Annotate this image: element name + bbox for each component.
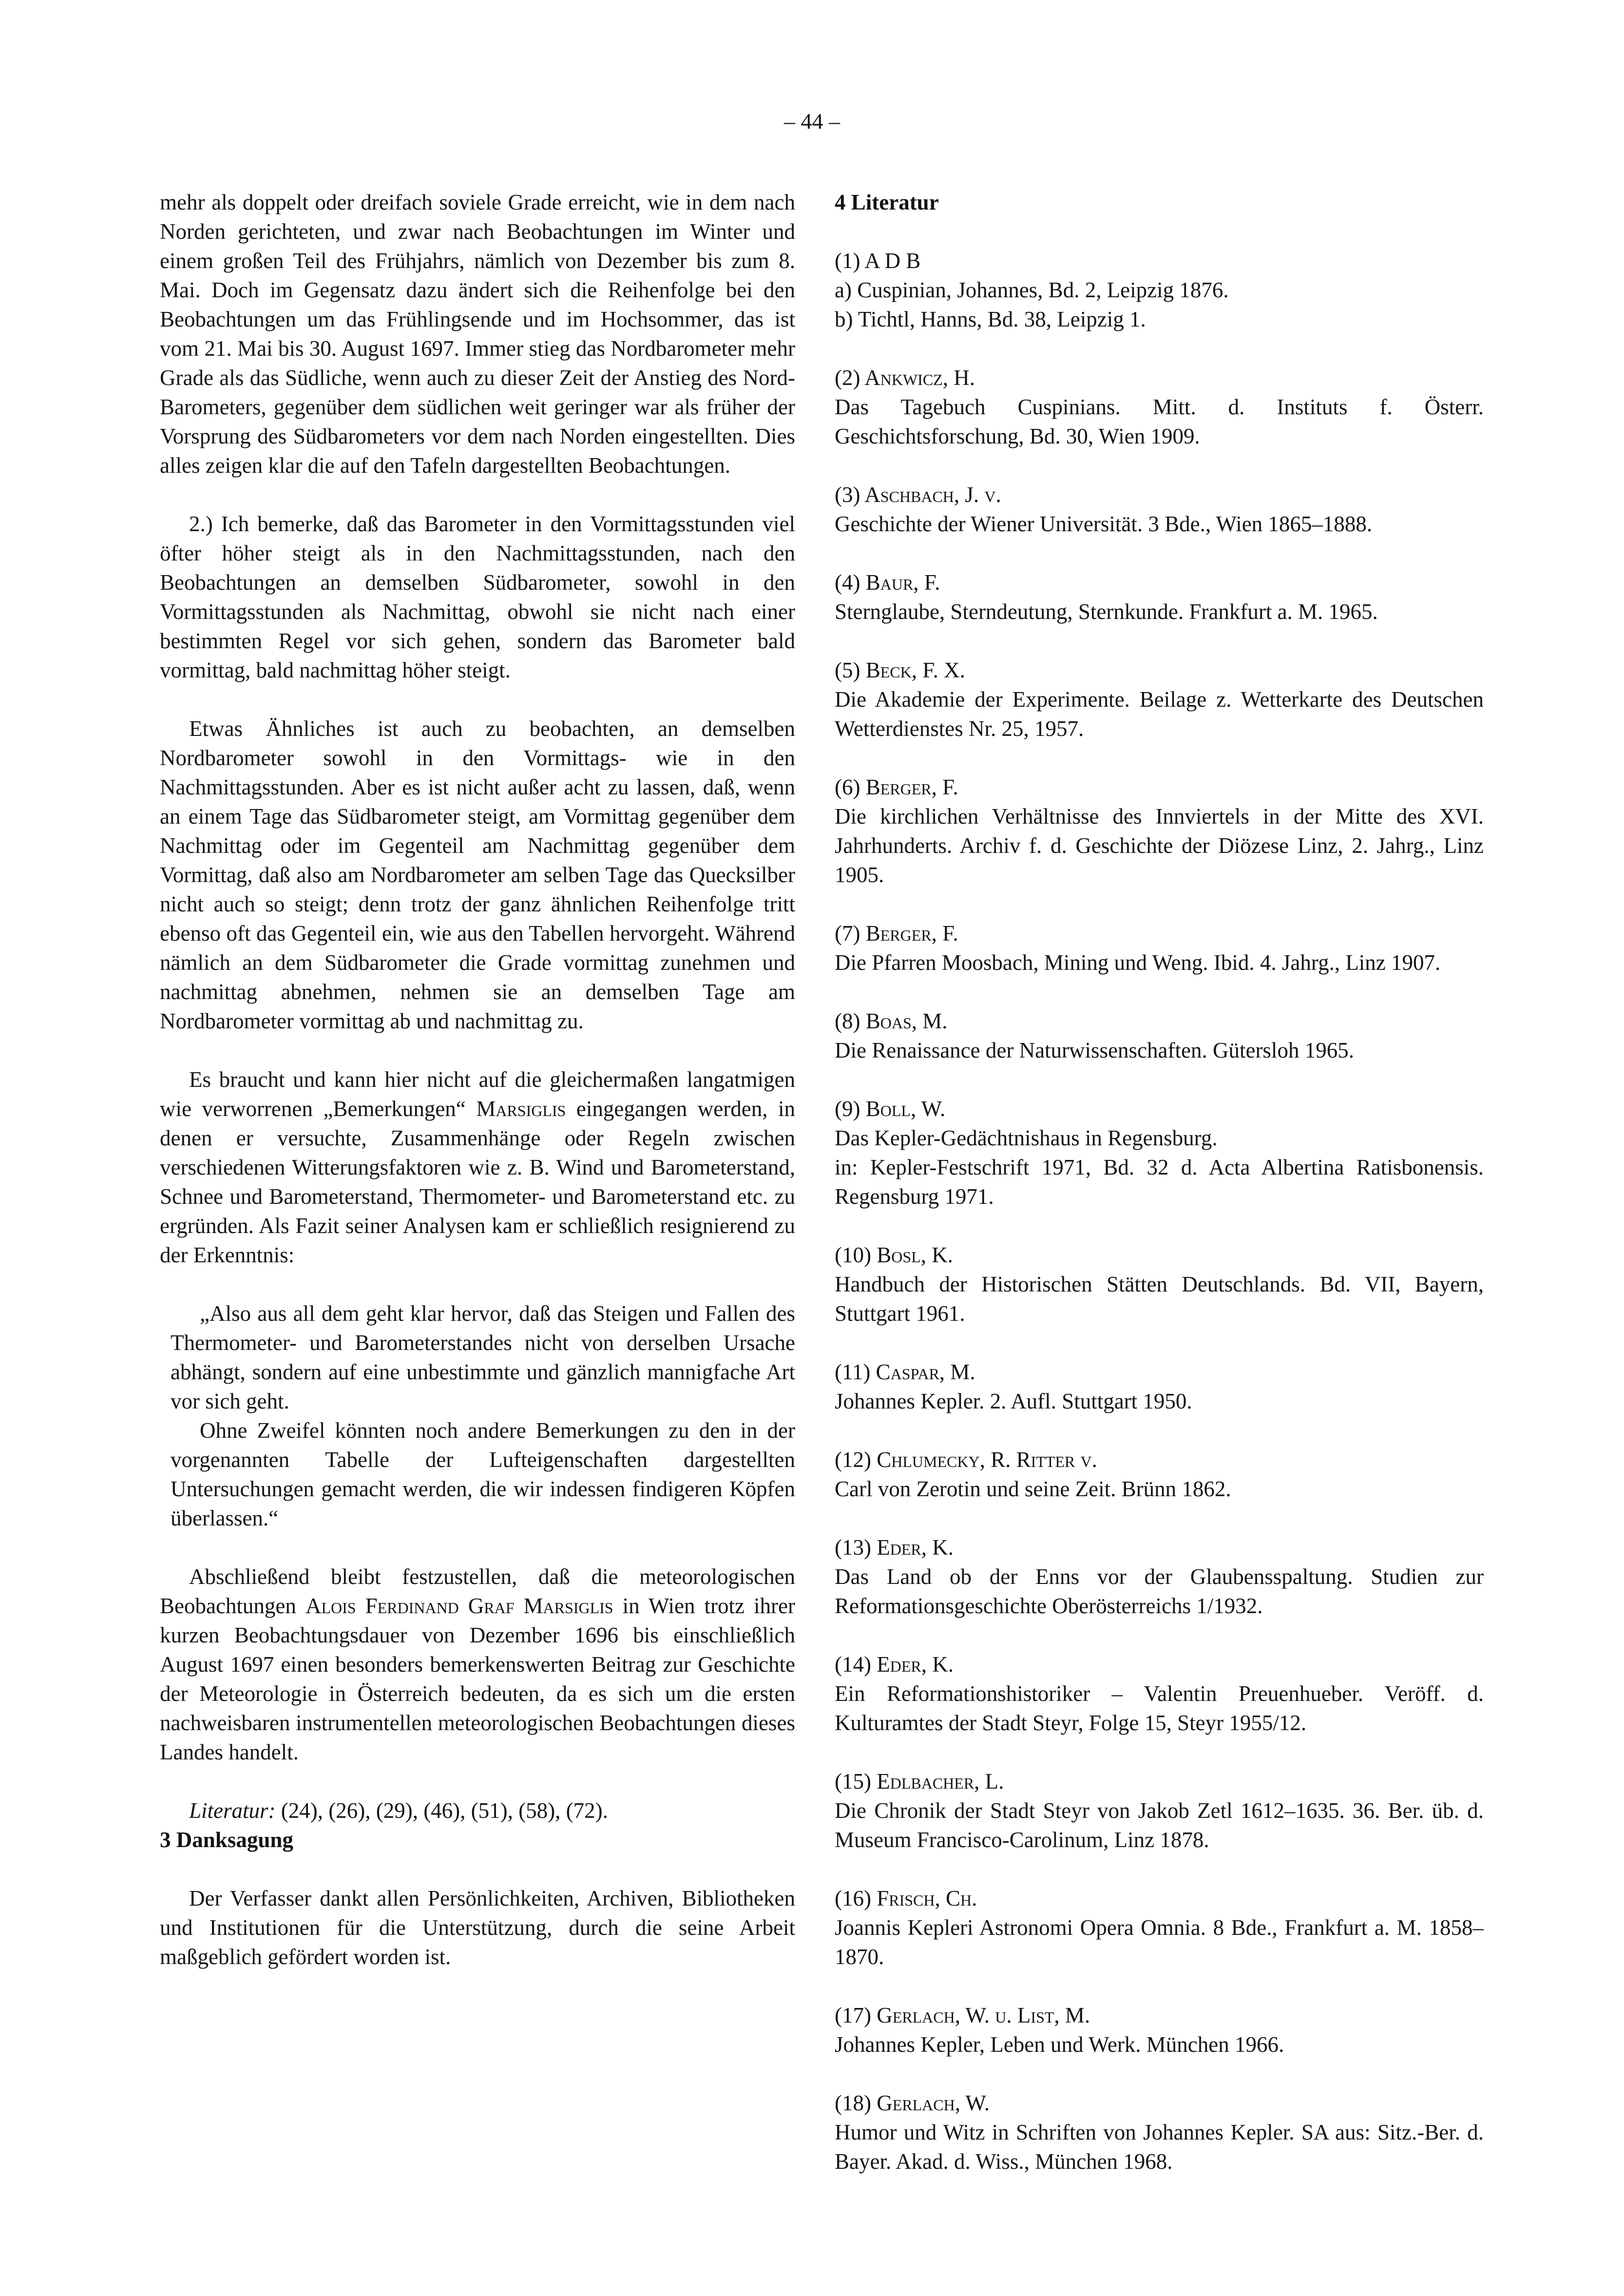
reference-item xyxy=(835,246,1484,334)
reference-detail: Humor und Witz in Schriften von Johannes Kepler. SA aus: Sitz.-Ber. d. Bayer. Akad. d. Wiss., München 1968. xyxy=(835,2120,1484,2174)
reference-detail: Johannes Kepler. 2. Aufl. Stuttgart 1950. xyxy=(835,1389,1192,1413)
reference-author: (1) A D B xyxy=(835,249,921,273)
literature-numbers: (24), (26), (29), (46), (51), (58), (72). xyxy=(275,1798,608,1823)
reference-item xyxy=(835,1006,1484,1065)
reference-detail: Johannes Kepler, Leben und Werk. München 1966. xyxy=(835,2032,1284,2057)
reference-item xyxy=(835,1240,1484,1328)
reference-author: (10) Bosl, K. xyxy=(835,1243,953,1267)
reference-item xyxy=(835,919,1484,977)
reference-detail: Das Kepler-Gedächtnishaus in Regensburg. xyxy=(835,1126,1218,1150)
reference-item xyxy=(835,1884,1484,1971)
reference-author: (4) Baur, F. xyxy=(835,570,940,595)
reference-item xyxy=(835,363,1484,451)
reference-detail: Joannis Kepleri Astronomi Opera Omnia. 8 Bde., Frankfurt a. M. 1858–1870. xyxy=(835,1915,1484,1969)
reference-detail: Die Pfarren Moosbach, Mining und Weng. Ibid. 4. Jahrg., Linz 1907. xyxy=(835,950,1441,975)
paragraph-4-text-a: Es braucht und kann hier nicht auf die gleichermaßen langatmigen wie verworrenen „Bemerkungen“ xyxy=(160,1067,795,1121)
reference-author: (8) Boas, M. xyxy=(835,1009,948,1033)
reference-detail: Die Akademie der Experimente. Beilage z. Wetterkarte des Deutschen Wetterdienstes Nr. 25, 1957. xyxy=(835,687,1484,741)
reference-author: (2) Ankwicz, H. xyxy=(835,366,975,390)
reference-author: (17) Gerlach, W. u. List, M. xyxy=(835,2003,1090,2027)
paragraph-4 xyxy=(160,1065,795,1270)
literature-label: Literatur: xyxy=(189,1798,276,1823)
reference-item xyxy=(835,772,1484,889)
literature-references xyxy=(160,1796,795,1825)
section-heading-literatur: 4 Literatur xyxy=(835,190,939,214)
reference-detail: Geschichte der Wiener Universität. 3 Bde., Wien 1865–1888. xyxy=(835,512,1373,536)
acknowledgement-text: Der Verfasser dankt allen Persönlichkeiten, Archiven, Bibliotheken und Institutionen für die Unterstützung, durch die seine Arbeit maßgeblich gefördert worden ist. xyxy=(160,1886,795,1969)
reference-detail: b) Tichtl, Hanns, Bd. 38, Leipzig 1. xyxy=(835,307,1146,331)
reference-item xyxy=(835,2088,1484,2176)
reference-item xyxy=(835,1094,1484,1211)
reference-list xyxy=(835,246,1484,2176)
page-number: – 44 – xyxy=(784,109,840,134)
paragraph-5-text-a: Abschließend bleibt festzustellen, daß die meteorologischen Beobachtungen xyxy=(160,1564,795,1618)
reference-detail: in: Kepler-Festschrift 1971, Bd. 32 d. Acta Albertina Ratisbonensis. Regensburg 1971. xyxy=(835,1155,1484,1209)
reference-author: (18) Gerlach, W. xyxy=(835,2091,990,2115)
reference-detail: Das Land ob der Enns vor der Glaubensspaltung. Studien zur Reformationsgeschichte Oberösterreichs 1/1932. xyxy=(835,1564,1484,1618)
reference-author: (15) Edlbacher, L. xyxy=(835,1769,1004,1794)
reference-author: (7) Berger, F. xyxy=(835,921,958,945)
reference-detail: Carl von Zerotin und seine Zeit. Brünn 1862. xyxy=(835,1477,1231,1501)
reference-author: (16) Frisch, Ch. xyxy=(835,1886,977,1910)
reference-detail: Die Renaissance der Naturwissenschaften. Gütersloh 1965. xyxy=(835,1038,1354,1062)
reference-detail: a) Cuspinian, Johannes, Bd. 2, Leipzig 1876. xyxy=(835,278,1229,302)
quote-part-1: „Also aus all dem geht klar hervor, daß das Steigen und Fallen des Thermometer- und Barometerstandes nicht von derselben Ursache abhängt, sondern auf eine unbestimmte und gänzlich mannigfache Art vor sich geht. xyxy=(171,1301,795,1413)
reference-author: (14) Eder, K. xyxy=(835,1652,954,1677)
section-heading-danksagung: 3 Danksagung xyxy=(160,1828,293,1852)
reference-item xyxy=(835,1533,1484,1621)
quote-part-2: Ohne Zweifel könnten noch andere Bemerkungen zu den in der vorgenannten Tabelle der Lufteigenschaften dargestellten Untersuchungen gemacht werden, die wir indessen findigeren Köpfen überlassen.“ xyxy=(171,1418,795,1530)
right-column xyxy=(835,188,1484,2205)
reference-item xyxy=(835,1357,1484,1416)
reference-author: (12) Chlumecky, R. Ritter v. xyxy=(835,1447,1097,1472)
paragraph-5-text-b: in Wien trotz ihrer kurzen Beobachtungsdauer von Dezember 1696 bis einschließlich August 1697 einen besonders bemerkenswerten Beitrag zur Geschichte der Meteorologie in Österreich bedeuten, da es sich um die ersten nachweisbaren instrumentellen meteorologischen Beobachtungen dieses Landes handelt. xyxy=(160,1594,795,1764)
reference-author: (11) Caspar, M. xyxy=(835,1360,975,1384)
reference-author: (9) Boll, W. xyxy=(835,1097,946,1121)
reference-detail: Handbuch der Historischen Stätten Deutschlands. Bd. VII, Bayern, Stuttgart 1961. xyxy=(835,1272,1484,1326)
paragraph-2: 2.) Ich bemerke, daß das Barometer in den Vormittagsstunden viel öfter höher steigt als in den Nachmittagsstunden, nach den Beobachtungen an demselben Südbarometer, sowohl in den Vormittagsstunden als Nachmittag, obwohl sie nicht nach einer bestimmten Regel vor sich gehen, sondern das Barometer bald vormittag, bald nachmittag höher steigt. xyxy=(160,512,795,682)
paragraph-4-text-b: eingegangen werden, in denen er versuchte, Zusammenhänge oder Regeln zwischen verschiedenen Witterungsfaktoren wie z. B. Wind und Barometerstand, Schnee und Barometerstand, Thermometer- und Barometerstand etc. zu ergründen. Als Fazit seiner Analysen kam er schließlich resignierend zu der Erkenntnis: xyxy=(160,1097,796,1267)
reference-item xyxy=(835,656,1484,743)
left-column xyxy=(160,188,795,1971)
reference-author: (6) Berger, F. xyxy=(835,775,958,799)
reference-author: (3) Aschbach, J. v. xyxy=(835,482,1001,507)
paragraph-5 xyxy=(160,1562,795,1767)
reference-author: (5) Beck, F. X. xyxy=(835,658,965,682)
reference-item xyxy=(835,1650,1484,1737)
reference-detail: Ein Reformationshistoriker – Valentin Preuenhueber. Veröff. d. Kulturamtes der Stadt Steyr, Folge 15, Steyr 1955/12. xyxy=(835,1681,1484,1735)
reference-item xyxy=(835,1445,1484,1504)
author-name-alois-marsigli: Alois Ferdinand Graf Marsiglis xyxy=(305,1594,613,1618)
paragraph-1: mehr als doppelt oder dreifach soviele Grade erreicht, wie in dem nach Norden gerichteten, und zwar nach Beobachtungen im Winter und einem großen Teil des Frühjahrs, nämlich von Dezember bis zum 8. Mai. Doch im Gegensatz dazu ändert sich die Reihenfolge bei den Beobachtungen um das Frühlingsende und im Hochsommer, das ist vom 21. Mai bis 30. August 1697. Immer stieg das Nordbarometer mehr Grade als das Südliche, wenn auch zu dieser Zeit der Anstieg des Nord-Barometers, gegenüber dem südlichen weit geringer war als früher der Vorsprung des Südbarometers vor dem nach Norden eingestellten. Dies alles zeigen klar die auf den Tafeln dargestellten Beobachtungen. xyxy=(160,190,795,478)
reference-detail: Das Tagebuch Cuspinians. Mitt. d. Instituts f. Österr. Geschichtsforschung, Bd. 30, Wien 1909. xyxy=(835,395,1484,448)
paragraph-3: Etwas Ähnliches ist auch zu beobachten, an demselben Nordbarometer sowohl in den Vormittags- wie in den Nachmittagsstunden. Aber es ist nicht außer acht zu lassen, daß, wenn an einem Tage das Südbarometer steigt, am Vormittag gegenüber dem Nachmittag oder im Gegenteil am Nachmittag gegenüber dem Vormittag, daß also am Nordbarometer am selben Tage das Quecksilber nicht auch so steigt; denn trotz der ganz ähnlichen Reihenfolge tritt ebenso oft das Gegenteil ein, wie aus den Tabellen hervorgeht. Während nämlich an dem Südbarometer die Grade vormittag zunehmen und nachmittag abnehmen, nehmen sie an demselben Tage am Nordbarometer vormittag ab und nachmittag zu. xyxy=(160,716,795,1033)
reference-item xyxy=(835,1767,1484,1854)
reference-detail: Die kirchlichen Verhältnisse des Innviertels in der Mitte des XVI. Jahrhunderts. Archiv f. d. Geschichte der Diözese Linz, 2. Jahrg., Linz 1905. xyxy=(835,804,1484,887)
reference-detail: Die Chronik der Stadt Steyr von Jakob Zetl 1612–1635. 36. Ber. üb. d. Museum Francisco-Carolinum, Linz 1878. xyxy=(835,1798,1484,1852)
reference-item xyxy=(835,568,1484,626)
author-name-marsigli: Marsiglis xyxy=(476,1097,566,1121)
reference-author: (13) Eder, K. xyxy=(835,1535,954,1560)
reference-detail: Sternglaube, Sterndeutung, Sternkunde. Frankfurt a. M. 1965. xyxy=(835,599,1378,624)
reference-item xyxy=(835,2001,1484,2059)
reference-item xyxy=(835,480,1484,539)
